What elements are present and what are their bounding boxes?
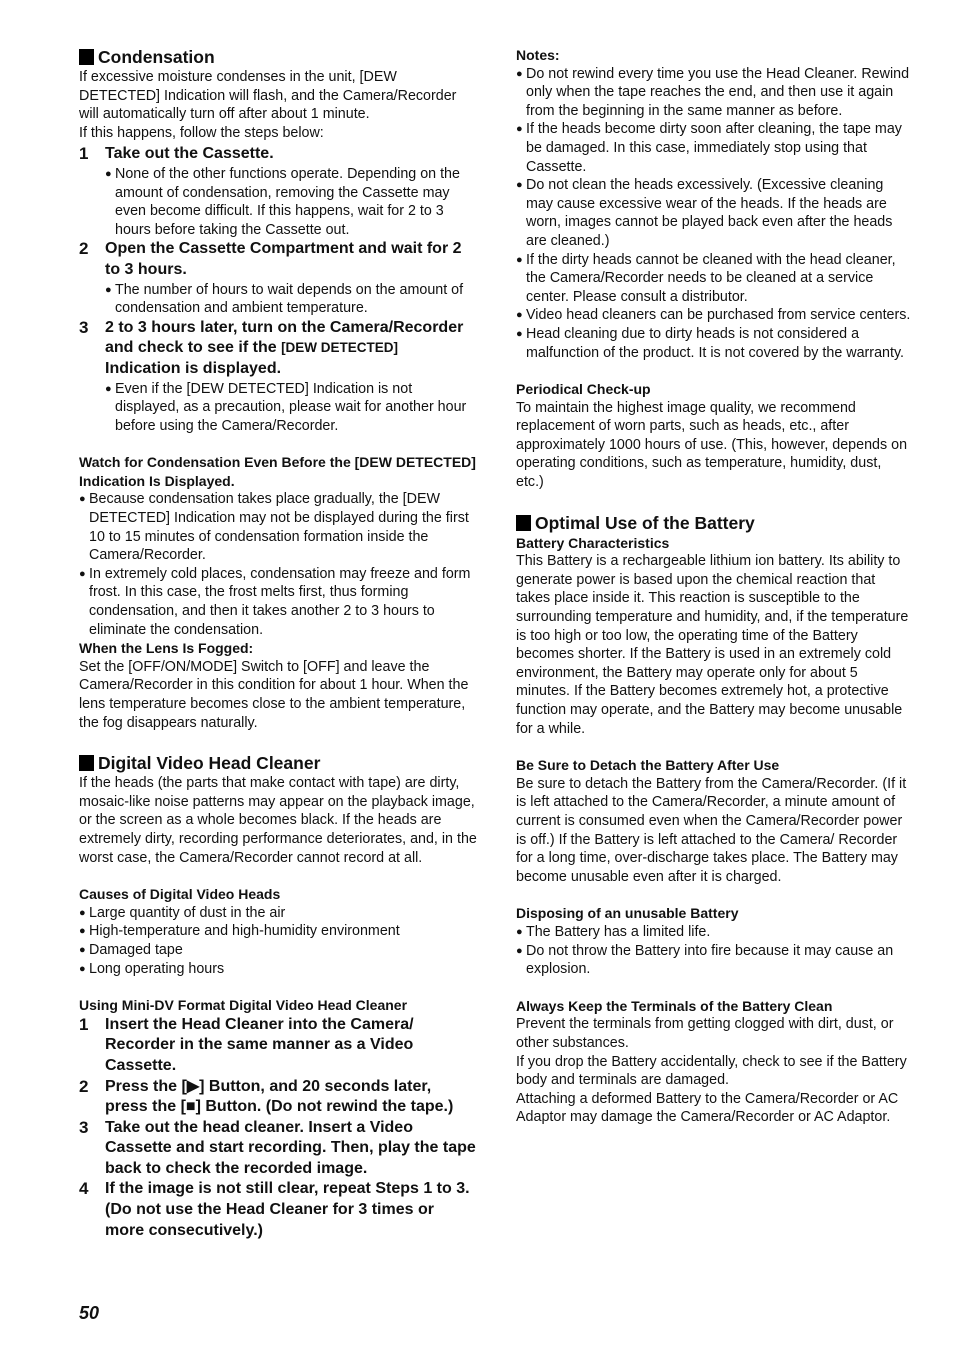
note-item: ● Head cleaning due to dirty heads is not considered a malfunction of the product. It is not covered by the warranty. [516,325,905,361]
causes-item: ● High-temperature and high-humidity environment [79,923,400,940]
bullet-icon: ● [79,943,86,956]
dispose-heading: Disposing of an unusable Battery [516,905,739,922]
terminals-heading: Always Keep the Terminals of the Battery Clean [516,997,833,1014]
terminals-text: If you drop the Battery accidentally, check to see if the Battery body and terminals are damaged. [516,1053,907,1089]
cleaner-heading: Digital Video Head Cleaner [79,752,477,774]
condensation-step-3: 3 2 to 3 hours later, turn on the Camera/Recorder and check to see if the [DEW DETECTED] Indication is displayed. [79,317,464,377]
square-bullet-icon [79,49,94,65]
condensation-step-2: 2 Open the Cassette Compartment and wait for 2 to 3 hours. [79,239,462,278]
battery-char-text: This Battery is a rechargeable lithium ion battery. Its ability to generate power is based upon the chemical reaction that takes place inside it. This reaction is susceptible to the surrounding temperature and humidity, and, if the temperature is too high or too low, the operating time of the Battery becomes shorter. If the Battery is used in an extremely cold environment, the Battery may operate only for about 5 minutes. If the Battery becomes extremely hot, a protective function may operate, and the Battery may become unusable for a while. [516,553,909,737]
bullet-icon: ● [516,944,523,957]
bullet-icon: ● [516,327,523,340]
bullet-icon: ● [105,283,112,296]
using-heading: Using Mini-DV Format Digital Video Head Cleaner [79,997,408,1014]
page-number: 50 [79,1303,100,1323]
watch-bullet: ● In extremely cold places, condensation may freeze and form frost. In this case, the frost melts first, thus forming condensation, and then it takes another 2 to 3 hours to eliminate the condensation. [79,565,471,638]
condensation-step-1: 1 Take out the Cassette. [79,144,274,164]
bullet-icon: ● [516,67,523,80]
lens-heading: When the Lens Is Fogged: [79,640,254,657]
dispose-item: ● The Battery has a limited life. [516,923,711,940]
note-item: ● Video head cleaners can be purchased from service centers. [516,307,911,324]
bullet-icon: ● [79,493,86,506]
causes-item: ● Large quantity of dust in the air [79,904,286,921]
note-item: ● If the dirty heads cannot be cleaned with the head cleaner, the Camera/Recorder needs to be cleaned at a service center. Please consult a distributor. [516,251,896,305]
detach-heading: Be Sure to Detach the Battery After Use [516,757,780,774]
note-item: ● Do not clean the heads excessively. (Excessive cleaning may cause excessive wear of the heads. If the heads are worn, images cannot be played back even after the heads are cleaned.) [516,177,893,249]
bullet-icon: ● [79,906,86,919]
bullet-icon: ● [516,179,523,192]
bullet-icon: ● [79,962,86,975]
battery-char-heading: Battery Characteristics [516,534,670,551]
bullet-icon: ● [105,167,112,180]
bullet-icon: ● [105,382,112,395]
watch-bullet: ● Because condensation takes place gradually, the [DEW DETECTED] Indication may not be displayed during the first 10 to 15 minutes of condensation formation inside the Camera/Recorder. [79,491,469,564]
condensation-step-1-note: ● None of the other functions operate. Depending on the amount of condensation, removing the Cassette may even become difficult. If this happens, wait for 2 to 3 hours before taking the Cassette out. [105,165,460,238]
bullet-icon: ● [79,567,86,580]
bullet-icon: ● [516,253,523,266]
condensation-step-3-note: ● Even if the [DEW DETECTED] Indication is not displayed, as a precaution, please wait for another hour before using the Camera/Recorder. [105,380,467,434]
causes-item: ● Damaged tape [79,941,183,958]
lens-text: Set the [OFF/ON/MODE] Switch to [OFF] and leave the Camera/Recorder in this condition for about 1 hour. When the lens temperature becomes close to the ambient temperature, the fog disappears naturally. [79,658,469,731]
cleaner-step-2: 2 Press the [▶] Button, and 20 seconds later, press the [■] Button. (Do not rewind the tape.) [79,1076,454,1116]
periodical-heading: Periodical Check-up [516,381,651,398]
causes-item: ● Long operating hours [79,960,225,977]
battery-heading: Optimal Use of the Battery [516,512,912,534]
right-column [516,46,912,1127]
causes-heading: Causes of Digital Video Heads [79,886,281,903]
condensation-intro-2: If this happens, follow the steps below: [79,124,324,141]
terminals-text: Attaching a deformed Battery to the Camera/Recorder or AC Adaptor may damage the Camera/Recorder or AC Adaptor. [516,1090,899,1126]
note-item: ● Do not rewind every time you use the Head Cleaner. Rewind only when the tape reaches the end, and then use it again from the beginning in the same manner as before. [516,65,910,119]
cleaner-step-3: 3 Take out the head cleaner. Insert a Video Cassette and start recording. Then, play the tape back to check the recorded image. [79,1117,476,1177]
detach-text: Be sure to detach the Battery from the Camera/Recorder. (If it is left attached to the Camera/Recorder, a minute amount of current is consumed even when the Camera/Recorder power is off.) If the Battery is left attached to the Camera/ Recorder for a long time, over-discharge takes place. The Battery may become unusable even after it is charged. [516,775,907,885]
watch-heading: Watch for Condensation Even Before the [DEW DETECTED] Indication Is Displayed. [79,454,476,489]
notes-heading: Notes: [516,47,560,63]
condensation-heading: Condensation [79,46,477,68]
cleaner-step-4: 4 If the image is not still clear, repeat Steps 1 to 3. (Do not use the Head Cleaner for 3 times or more consecutively.) [79,1179,470,1239]
bullet-icon: ● [516,925,523,938]
bullet-icon: ● [79,925,86,938]
note-item: ● If the heads become dirty soon after cleaning, the tape may be damaged. In this case, immediately stop using that Cassette. [516,121,902,175]
dispose-item: ● Do not throw the Battery into fire because it may cause an explosion. [516,942,894,978]
condensation-intro: If excessive moisture condenses in the unit, [DEW DETECTED] Indication will flash, and the Camera/Recorder will automatically turn off after about 1 minute. [79,69,457,123]
bullet-icon: ● [516,123,523,136]
bullet-icon: ● [516,309,523,322]
left-column [79,46,477,1241]
square-bullet-icon [79,755,94,771]
condensation-step-2-note: ● The number of hours to wait depends on the amount of condensation and ambient temperature. [105,281,464,317]
square-bullet-icon [516,515,531,531]
cleaner-intro: If the heads (the parts that make contact with tape) are dirty, mosaic-like noise patterns may appear on the playback image, or the screen as a whole becomes black. If the heads are extremely dirty, recording performance deteriorates, and, in the worst case, the Camera/Recorder cannot record at all. [79,775,477,866]
terminals-text: Prevent the terminals from getting clogged with dirt, dust, or other substances. [516,1016,894,1051]
periodical-text: To maintain the highest image quality, we recommend replacement of worn parts, such as heads, etc., after approximately 1000 hours of use. (This, however, depends on operating conditions, such as temperature, humidity, dust, etc.) [516,399,908,491]
cleaner-step-1: 1 Insert the Head Cleaner into the Camera/ Recorder in the same manner as a Video Cassette. [79,1014,414,1074]
